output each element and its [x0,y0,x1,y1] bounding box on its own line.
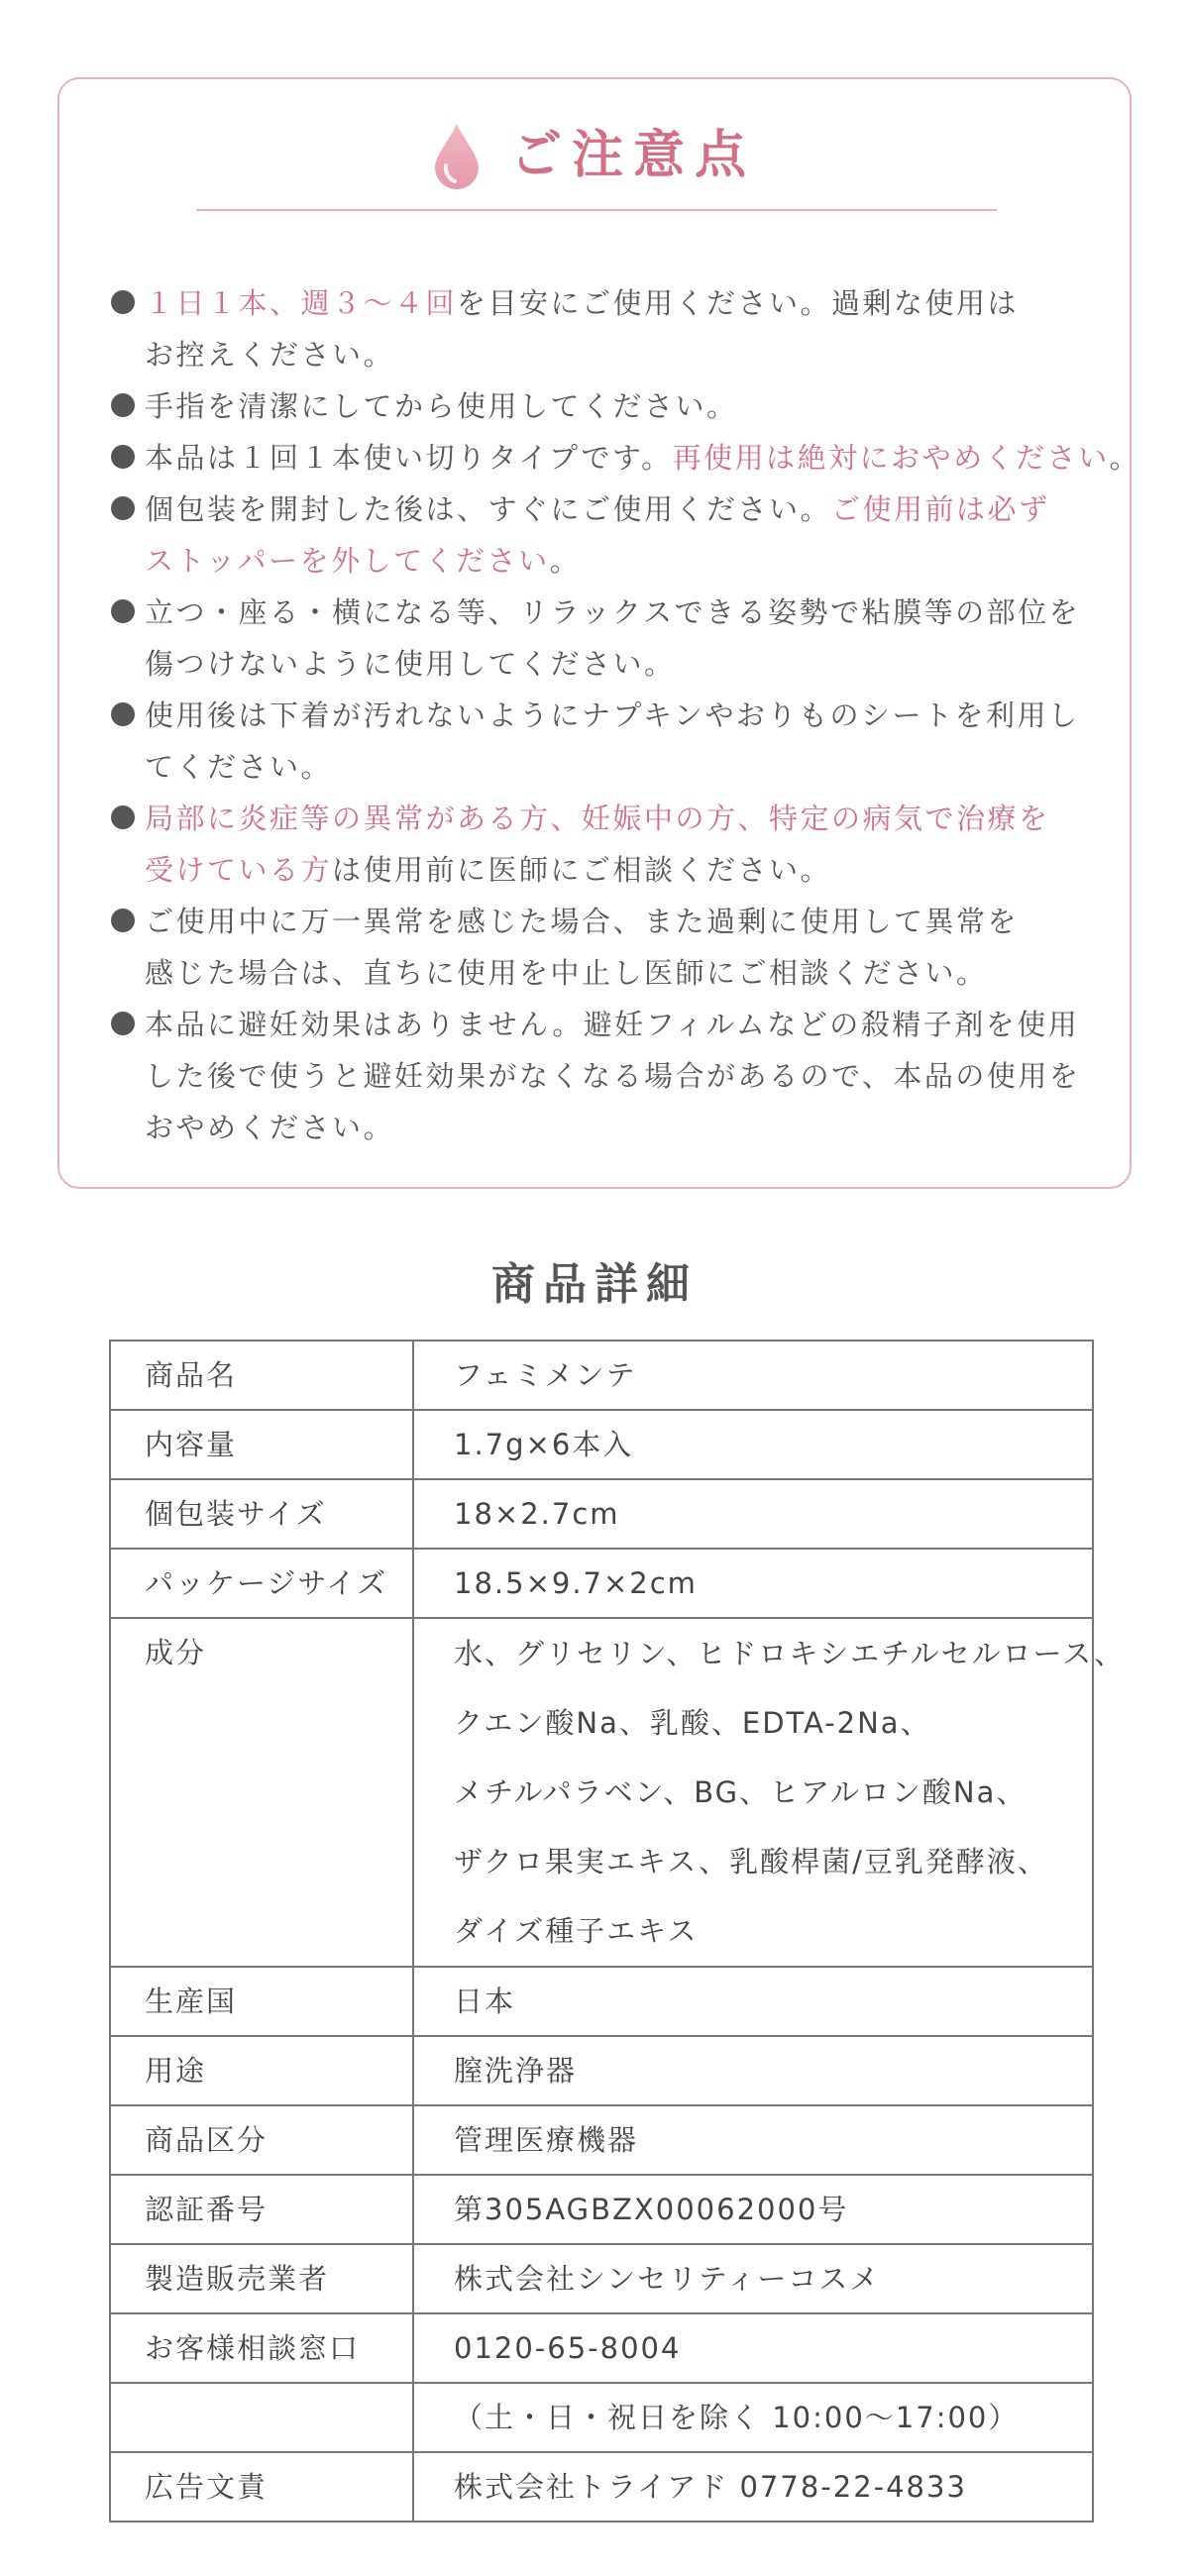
caution-text: は使用前に医師にご相談ください。 [332,853,832,887]
row-value [413,2175,1093,2244]
caution-text: した後で使うと避妊効果がなくなる場合があるので、本品の使用を [145,1059,1081,1093]
table-row [110,1479,1093,1549]
highlight-text: ストッパーを外してください [145,544,550,578]
row-value-text: クエン酸Na、乳酸、EDTA-2Na、 [454,1706,931,1740]
highlight-text: １日１本、週３～４回 [145,286,458,320]
caution-line [145,1102,1122,1153]
bullet-icon [111,445,135,469]
row-value [413,1410,1093,1479]
row-label [110,2244,413,2313]
table-row [110,2105,1093,2175]
table-row [110,2452,1093,2522]
caution-line [145,793,1122,844]
caution-text: を目安にご使用ください。過剰な使用は [457,286,1020,320]
row-label [110,1967,413,2036]
caution-item [111,999,1122,1153]
bullet-icon [111,1012,135,1035]
caution-line [145,1050,1122,1102]
caution-line [145,432,1141,483]
caution-line [145,329,1122,380]
row-value [413,2383,1093,2452]
caution-line [145,690,1122,741]
row-value-text: ダイズ種子エキス [454,1914,699,1948]
row-value-text: 18×2.7cm [454,1497,620,1531]
bullet-icon [111,290,135,314]
row-label-text: 内容量 [145,1428,238,1461]
caution-line [145,587,1122,638]
row-value-text: ザクロ果実エキス、乳酸桿菌/豆乳発酵液、 [454,1845,1048,1878]
row-label [110,2383,413,2452]
row-value [413,2313,1093,2383]
row-label [110,2175,413,2244]
row-label-text: お客様相談窓口 [145,2331,361,2365]
bullet-icon [111,702,135,726]
row-value-text: 日本 [454,1985,516,2018]
row-label [110,2452,413,2522]
caution-panel [57,77,1141,1189]
row-label [110,2105,413,2175]
row-value-text: 管理医療機器 [454,2123,639,2157]
row-label [110,1341,413,1410]
title-divider [196,209,997,211]
caution-line [145,947,1122,999]
row-label-text: 用途 [145,2054,207,2088]
caution-text: 。 [1109,441,1141,475]
caution-line [145,483,1122,535]
caution-line [145,844,1122,896]
row-label-text: 商品区分 [145,2123,269,2157]
bullet-icon [111,393,135,417]
product-details-table [109,1340,1126,2522]
row-label-text: パッケージサイズ [145,1566,388,1600]
caution-item [111,896,1122,999]
row-label [110,1618,413,1967]
row-value-text: 膣洗浄器 [454,2054,578,2088]
row-label [110,2036,413,2105]
caution-text: 本品に避妊効果はありません。避妊フィルムなどの殺精子剤を使用 [145,1008,1080,1041]
table-row [110,1618,1093,1967]
row-value-text: 株式会社トライアド 0778-22-4833 [454,2470,967,2504]
table-row [110,2036,1093,2105]
row-label-text: 成分 [145,1636,207,1669]
row-value-text: （土・日・祝日を除く 10:00～17:00） [454,2401,1020,2434]
table-row [110,1341,1093,1410]
row-value [413,1341,1093,1410]
row-label [110,1410,413,1479]
table-row [110,1410,1093,1479]
row-value [413,1479,1093,1549]
caution-item [111,432,1141,483]
row-label [110,2313,413,2383]
highlight-text: ご使用前は必ず [831,492,1050,526]
caution-line [145,896,1122,947]
caution-text: ご使用中に万一異常を感じた場合、また過剰に使用して異常を [145,905,1020,938]
row-value [413,1967,1093,2036]
table-row [110,2383,1093,2452]
row-value-text: フェミメンテ [454,1358,637,1392]
caution-line [145,535,1122,587]
caution-item [111,380,1122,432]
table-row [110,1549,1093,1618]
caution-header [59,121,1130,190]
row-value [413,1618,1126,1967]
row-value-text: メチルパラベン、BG、ヒアルロン酸Na、 [454,1775,1027,1809]
caution-item [111,587,1122,690]
row-value-text: 第305AGBZX00062000号 [454,2193,849,2226]
caution-item [111,277,1122,380]
table-row [110,2175,1093,2244]
caution-title: ご注意点 [509,126,756,185]
table-row [110,1967,1093,2036]
caution-line [145,380,1122,432]
caution-line [145,638,1122,690]
caution-text: 立つ・座る・横になる等、リラックスできる姿勢で粘膜等の部位を [145,595,1081,629]
row-label-text [145,2384,412,2451]
caution-text: 傷つけないように使用してください。 [145,647,676,681]
row-label-text: 認証番号 [145,2193,269,2226]
caution-text: 感じた場合は、直ちに使用を中止し医師にご相談ください。 [145,956,988,990]
row-value [413,2105,1093,2175]
water-drop-icon [433,122,481,189]
row-label-text: 個包装サイズ [145,1497,327,1531]
row-value-text: 18.5×9.7×2cm [454,1566,698,1600]
row-value [413,2036,1093,2105]
caution-text: てください。 [145,750,333,784]
row-value [413,1549,1093,1618]
bullet-icon [111,805,135,829]
caution-line [145,999,1122,1050]
highlight-text: 受けている方 [145,853,333,887]
caution-text: おやめください。 [145,1111,395,1144]
highlight-text: 局部に炎症等の異常がある方、妊娠中の方、特定の病気で治療を [145,802,1050,835]
row-label [110,1479,413,1549]
caution-item [111,793,1122,896]
row-value [413,2452,1093,2522]
row-label [110,1549,413,1618]
caution-text: 。 [549,544,582,578]
row-value-text: 1.7g×6本入 [454,1428,634,1461]
caution-line [145,277,1122,329]
bullet-icon [111,496,135,520]
table-row [110,2244,1093,2313]
row-value-text: 0120-65-8004 [454,2331,682,2365]
row-value-text: 水、グリセリン、ヒドロキシエチルセルロース、 [454,1637,1126,1670]
details-title: 商品詳細 [491,1259,698,1310]
row-value [413,2244,1093,2313]
caution-text: 本品は１回１本使い切りタイプです。 [145,441,673,475]
row-label-text: 製造販売業者 [145,2262,330,2296]
row-label-text: 広告文責 [145,2470,269,2504]
caution-item [111,690,1122,793]
row-value-text: 株式会社シンセリティーコスメ [454,2262,881,2296]
caution-text: 手指を清潔にしてから使用してください。 [145,389,738,423]
bullet-icon [111,909,135,932]
caution-text: 使用後は下着が汚れないようにナプキンやおりものシートを利用し [145,698,1080,732]
caution-line [145,741,1122,793]
caution-text: お控えください。 [145,338,395,372]
table-row [110,2313,1093,2383]
row-label-text: 商品名 [145,1358,238,1392]
row-label-text: 生産国 [145,1985,238,2018]
highlight-text: 再使用は絶対におやめください [672,441,1110,475]
bullet-icon [111,599,135,623]
caution-item [111,483,1122,587]
caution-text: 個包装を開封した後は、すぐにご使用ください。 [145,492,832,526]
caution-list [111,277,1141,1153]
